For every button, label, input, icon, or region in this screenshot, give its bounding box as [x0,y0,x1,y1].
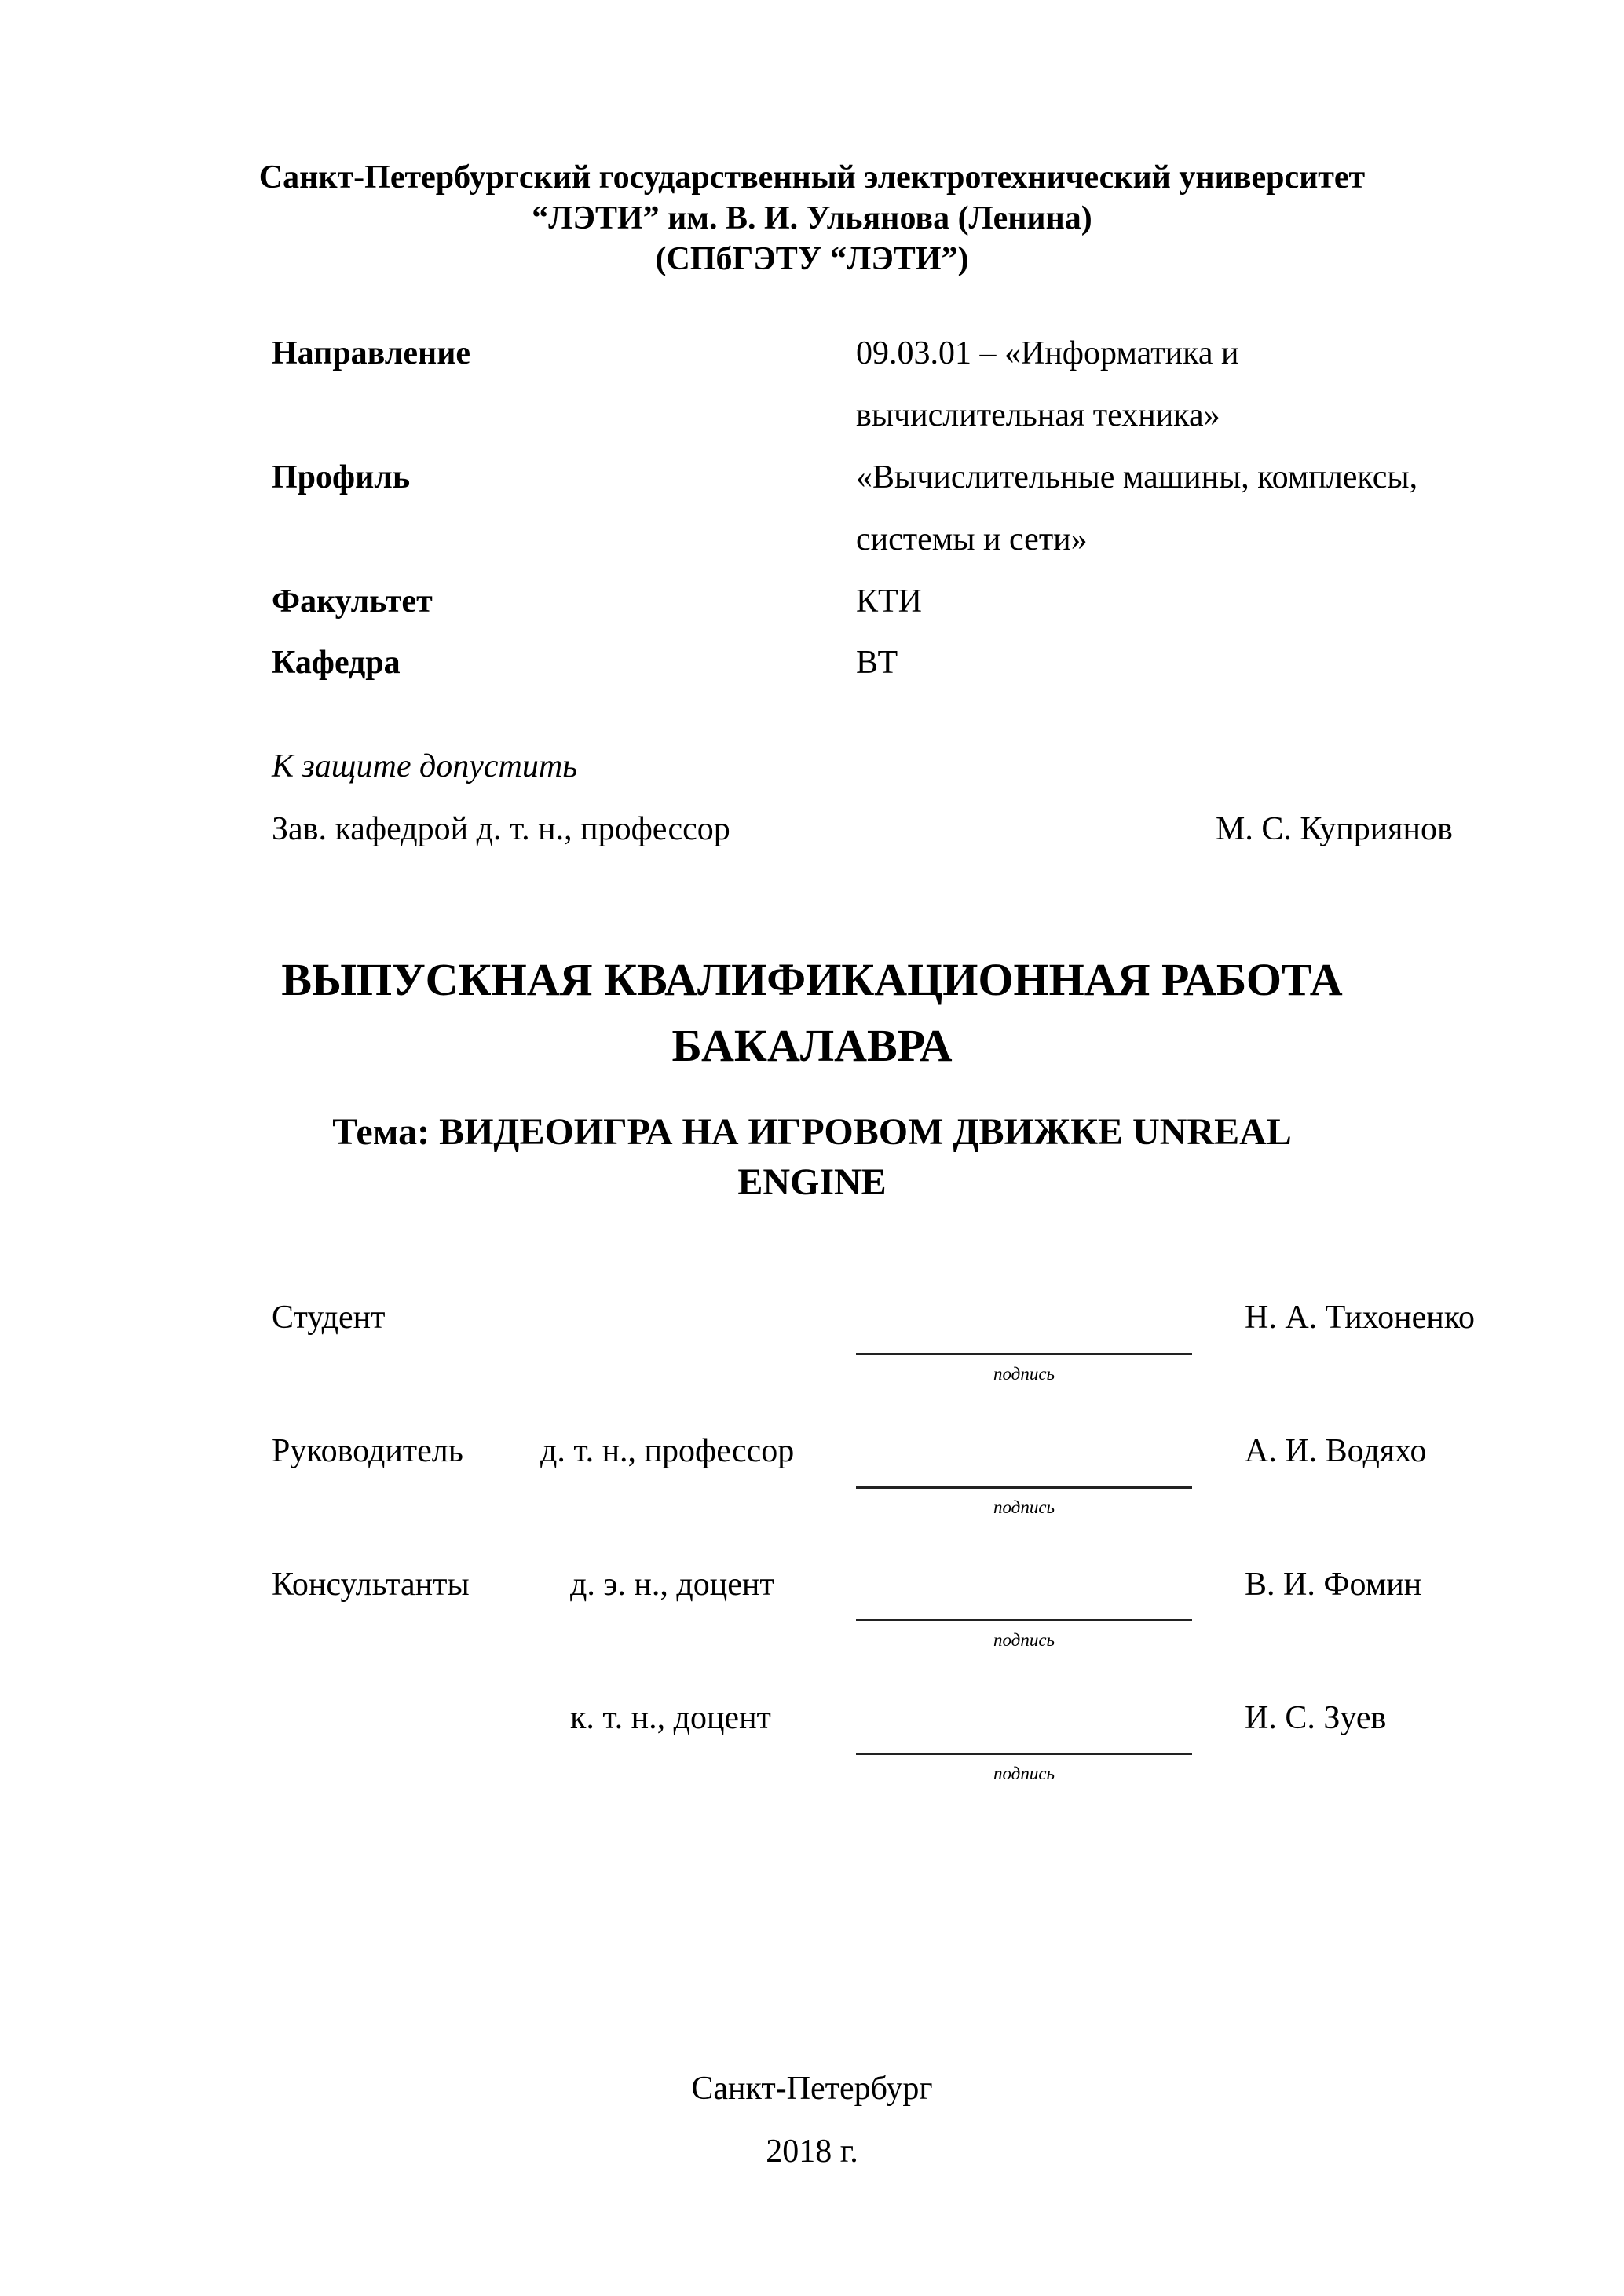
signature-name: Н. А. Тихоненко [1245,1300,1476,1336]
footer-city: Санкт-Петербург [691,2071,933,2107]
signature-line[interactable] [856,1619,1192,1621]
signature-name: В. И. Фомин [1245,1567,1422,1603]
info-value-direction-line2: вычислительная техника» [856,397,1220,433]
signature-name: А. И. Водяхо [1245,1433,1427,1469]
info-label-direction: Направление [272,335,471,371]
info-value-profile-line2: системы и сети» [856,521,1088,558]
signature-caption: подпись [993,1497,1055,1517]
info-label-profile: Профиль [272,459,411,495]
approval-name: М. С. Куприянов [1216,811,1453,847]
topic-line2: ENGINE [737,1161,887,1203]
approval-caption: К защите допустить [272,748,578,784]
signature-caption: подпись [993,1630,1055,1650]
info-value-department: ВТ [856,645,898,681]
signature-caption: подпись [993,1364,1055,1384]
info-value-direction-line1: 09.03.01 – «Информатика и [856,335,1239,371]
signature-role: Консультанты [272,1567,470,1603]
signature-degree: к. т. н., доцент [570,1700,771,1736]
signature-line[interactable] [856,1753,1192,1755]
signature-role: Руководитель [272,1433,463,1469]
info-label-department: Кафедра [272,645,401,681]
approval-position: Зав. кафедрой д. т. н., профессор [272,811,730,847]
signature-degree: д. э. н., доцент [570,1567,774,1603]
footer-year: 2018 г. [766,2133,858,2170]
university-abbreviation: (СПбГЭТУ “ЛЭТИ”) [655,241,969,277]
document-title-line2: БАКАЛАВРА [671,1020,953,1071]
document-title-line1: ВЫПУСКНАЯ КВАЛИФИКАЦИОННАЯ РАБОТА [281,954,1343,1005]
topic-line1: Тема: ВИДЕОИГРА НА ИГРОВОМ ДВИЖКЕ UNREAL [332,1111,1292,1153]
university-name: Санкт-Петербургский государственный электротехнический университет [258,159,1366,196]
signature-name: И. С. Зуев [1245,1700,1387,1736]
info-value-faculty: КТИ [856,583,922,620]
info-label-faculty: Факультет [272,583,433,620]
signature-role: Студент [272,1300,386,1336]
signature-line[interactable] [856,1353,1192,1355]
signature-line[interactable] [856,1486,1192,1489]
signature-caption: подпись [993,1764,1055,1783]
signature-degree: д. т. н., профессор [540,1433,795,1469]
info-value-profile-line1: «Вычислительные машины, комплексы, [856,459,1418,495]
university-short-name: “ЛЭТИ” им. В. И. Ульянова (Ленина) [532,200,1092,236]
